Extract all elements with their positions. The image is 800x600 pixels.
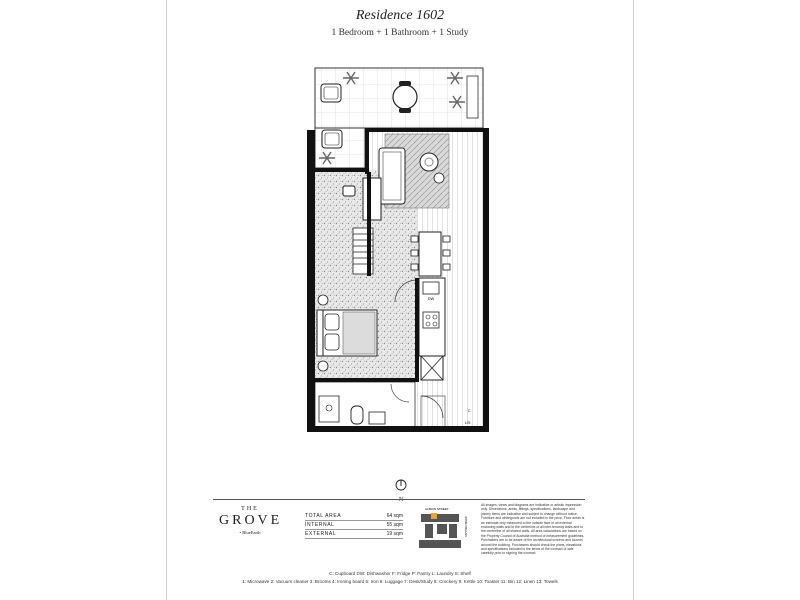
bathroom: [315, 382, 415, 428]
residence-subtitle: 1 Bedroom + 1 Bathroom + 1 Study: [331, 28, 469, 38]
residence-title: Residence 1602: [355, 8, 445, 23]
keyplan-street-top: ALBION STREET: [425, 507, 449, 511]
brand-name: GROVE: [219, 513, 283, 528]
area-row: [305, 530, 403, 539]
cupboard-label: C: [468, 409, 471, 413]
compass-icon: [395, 479, 407, 491]
sofa: [379, 148, 405, 204]
brand-logo: [219, 506, 281, 535]
area-label: INTERNAL: [305, 522, 335, 528]
area-value: 19 sqm: [386, 531, 403, 537]
brand-byline: • BlueEarth: [239, 530, 261, 535]
brand-the: THE: [241, 506, 259, 512]
dw-label: DW: [427, 296, 435, 301]
keyplan-street-side: JOSIE RIGLAN: [464, 516, 468, 537]
area-value: 55 sqm: [386, 522, 403, 528]
floorplan-page: [166, 0, 634, 600]
area-row: [305, 521, 403, 530]
area-table: [305, 512, 403, 539]
compass-label: N: [398, 497, 404, 503]
legend-line-2: 1: Microwave 2: Vacuum cleaner 3: Brooms 4: Ironing board 5: Iron 6: Luggage 7: Desk/Study 8: Crockery 9: Kettle 10: Toaster 11: Bin 12: Linen 13: Towels: [242, 579, 558, 584]
key-plan: [411, 504, 473, 556]
info-block: [213, 499, 585, 564]
linen-label: L/S: [465, 421, 471, 425]
area-label: TOTAL AREA: [305, 513, 342, 519]
area-value: 64 sqm: [386, 513, 403, 519]
area-row: [305, 512, 403, 521]
kitchen-island: [411, 232, 450, 276]
disclaimer-text: All images, views and diagrams are indicative or artistic impression only. Dimensions, areas, fittings, specifications, landscape and joinery items are indicative and subject to change without notice. Furniture and whitegoods are not included in the price. Floor areas is an estimate only measured to the outside face of all external enclosing walls and to the centreline of all inter-tenancy walls and to the centreline of all shared walls. All area calculations are based on the Property Council of Australia method of measurement guidelines. Purchasers are to be aware of the architectural screens and louvres around the building. Purchasers should check the plans, elevations and specifications included in the terms of the contract of sale carefully prior to signing the contract.: [481, 503, 585, 556]
area-label: EXTERNAL: [305, 531, 337, 537]
legend-line-1: C: Cupboard DW: Dishwasher F: Fridge P: Pantry L: Laundry S: Shelf: [329, 571, 471, 576]
bed: [317, 310, 377, 356]
keyplan-highlight: [431, 513, 437, 519]
